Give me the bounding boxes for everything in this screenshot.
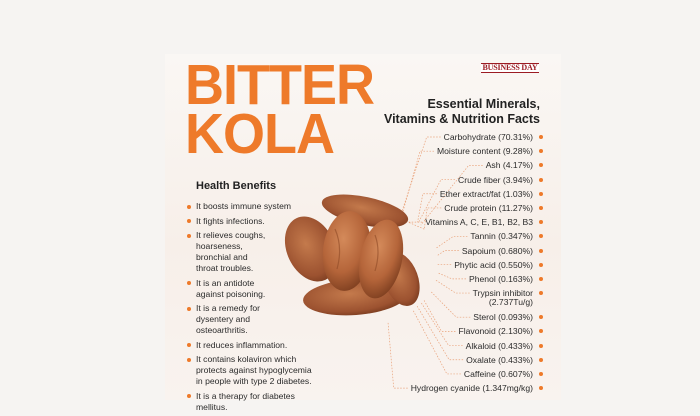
nutrition-fact-label-line-2: (2.737Tu/g) [343,298,533,307]
nutrition-fact-label: Moisture content (9.28%) [343,146,533,156]
health-benefit-line: It is a therapy for diabetes [196,391,312,402]
health-benefit-item [187,278,312,300]
health-benefit-line: protects against hypoglycemia [196,365,312,376]
health-benefit-line: hoarseness, [196,241,312,252]
health-benefit-item [187,354,312,387]
health-benefits-list [187,201,312,416]
nutrition-fact-item [343,246,543,260]
nutrition-fact-label: Ether extract/fat (1.03%) [343,189,533,199]
nutrition-fact-item [343,175,543,189]
nutrition-fact-item [343,326,543,340]
nutrition-title-line-2: Vitamins & Nutrition Facts [384,112,540,127]
health-benefit-line: bronchial and [196,252,312,263]
bullet-dot [187,205,191,209]
health-benefit-line: against poisoning. [196,289,312,300]
title-line-1: BITTER [185,57,374,114]
nutrition-fact-label: Tannin (0.347%) [343,231,533,241]
bullet-dot [539,315,543,319]
nutrition-fact-item [343,146,543,160]
nutrition-fact-label: Sapoium (0.680%) [343,246,533,256]
nutrition-fact-label: Phytic acid (0.550%) [343,260,533,270]
nutrition-fact-item [343,355,543,369]
nutrition-fact-item [343,203,543,217]
bullet-dot [539,372,543,376]
nutrition-fact-label: Carbohydrate (70.31%) [343,132,533,142]
nutrition-fact-label: Vitamins A, C, E, B1, B2, B3 [343,217,533,227]
nutrition-fact-label: Flavonoid (2.130%) [343,326,533,336]
health-benefit-item [187,216,312,227]
nutrition-fact-label: Alkaloid (0.433%) [343,341,533,351]
nutrition-fact-item [343,383,543,397]
nutrition-facts-list [343,132,543,397]
nutrition-fact-item [343,260,543,274]
bullet-dot [539,249,543,253]
nutrition-fact-label: Ash (4.17%) [343,160,533,170]
bullet-dot [539,358,543,362]
health-benefit-line: It relieves coughs, [196,230,312,241]
nutrition-title-line-1: Essential Minerals, [384,97,540,112]
nutrition-fact-item [343,160,543,174]
health-benefit-line: It boosts immune system [196,201,312,212]
health-benefit-line: It is an antidote [196,278,312,289]
bullet-dot [539,263,543,267]
nutrition-fact-item [343,341,543,355]
bullet-dot [187,281,191,285]
bullet-dot [539,329,543,333]
bullet-dot [539,386,543,390]
bullet-dot [539,163,543,167]
bullet-dot [539,135,543,139]
bullet-dot [539,178,543,182]
bullet-dot [187,358,191,362]
nutrition-fact-item [343,231,543,245]
health-benefit-line: throat troubles. [196,263,312,274]
nutrition-fact-item [343,132,543,146]
nutrition-fact-item [343,274,543,288]
health-benefit-line: It is a remedy for [196,303,312,314]
health-benefit-line: osteoarthritis. [196,325,312,336]
nutrition-fact-label: Crude protein (11.27%) [343,203,533,213]
bullet-dot [187,394,191,398]
health-benefit-item [187,230,312,274]
health-benefit-item [187,201,312,212]
health-benefit-line: dysentery and [196,314,312,325]
bullet-dot [539,291,543,295]
health-benefit-line: in people with type 2 diabetes. [196,376,312,387]
bullet-dot [539,220,543,224]
bullet-dot [187,343,191,347]
health-benefits-title: Health Benefits [196,180,276,192]
bullet-dot [539,206,543,210]
nutrition-fact-label: Trypsin inhibitor [343,288,533,298]
health-benefit-item [187,340,312,351]
bullet-dot [187,219,191,223]
bullet-dot [539,277,543,281]
nutrition-fact-item [343,312,543,326]
infographic-card [165,54,561,400]
businessday-logo: BUSINESS DAY [481,63,539,73]
nutrition-fact-item [343,189,543,203]
nutrition-fact-label: Oxalate (0.433%) [343,355,533,365]
bullet-dot [539,344,543,348]
bullet-dot [187,307,191,311]
health-benefit-line: It contains kolaviron which [196,354,312,365]
bullet-dot [539,192,543,196]
title-line-2: KOLA [185,106,334,163]
bullet-dot [187,234,191,238]
bullet-dot [539,149,543,153]
health-benefit-item [187,391,312,413]
health-benefit-item [187,303,312,336]
nutrition-fact-label: Caffeine (0.607%) [343,369,533,379]
nutrition-fact-label: Sterol (0.093%) [343,312,533,322]
nutrition-fact-label: Phenol (0.163%) [343,274,533,284]
nutrition-fact-label: Crude fiber (3.94%) [343,175,533,185]
nutrition-fact-item [343,288,543,312]
bullet-dot [539,234,543,238]
nutrition-fact-item [343,217,543,231]
health-benefit-line: mellitus. [196,402,312,413]
nutrition-fact-label: Hydrogen cyanide (1.347mg/kg) [343,383,533,393]
health-benefit-line: It reduces inflammation. [196,340,312,351]
nutrition-fact-item [343,369,543,383]
health-benefit-line: It fights infections. [196,216,312,227]
